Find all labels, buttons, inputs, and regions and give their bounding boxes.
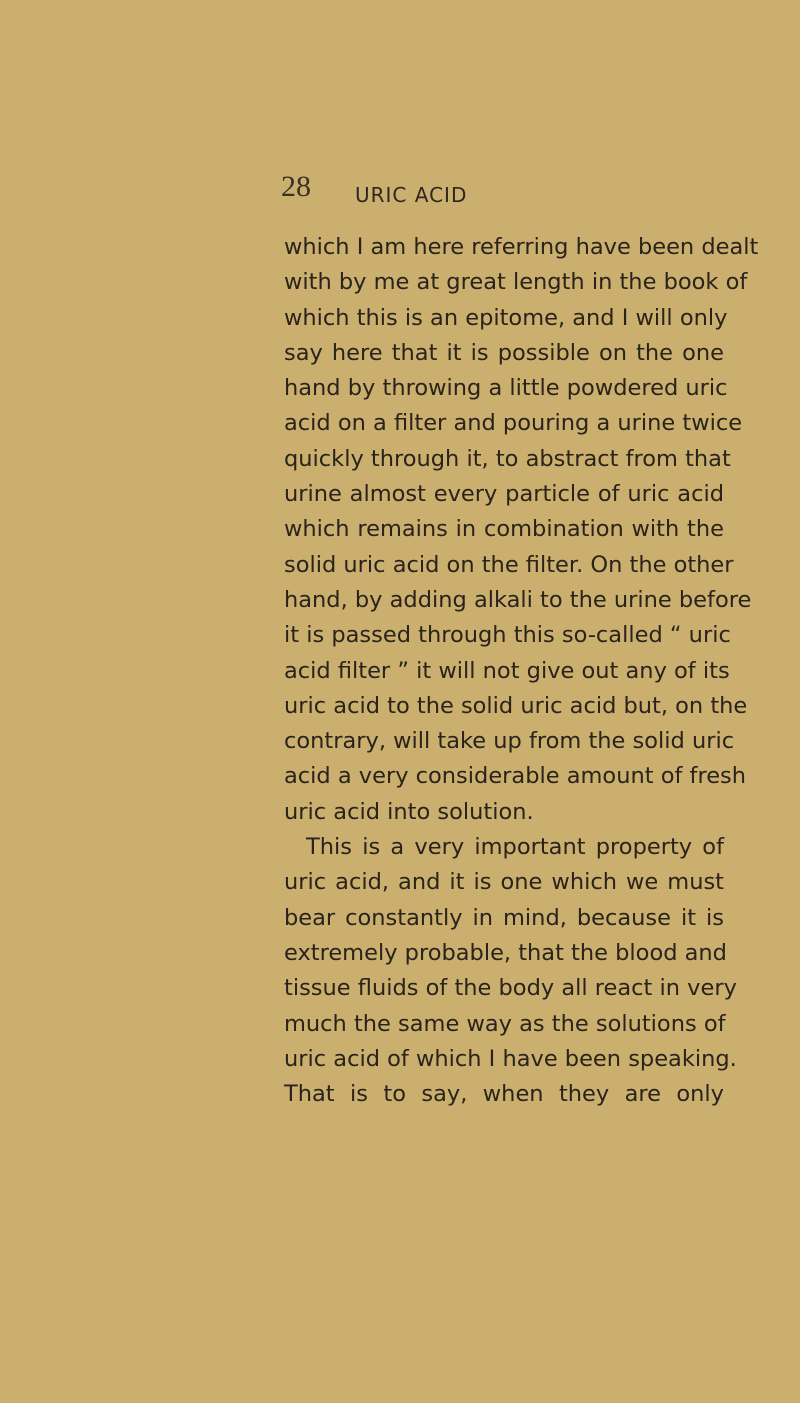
text-line: which I am here referring have been dealt — [284, 234, 759, 260]
body-text — [284, 230, 759, 1112]
text-line: it is passed through this so-called “ uric — [284, 622, 731, 649]
text-line: uric acid, and it is one which we must — [284, 869, 724, 896]
text-line: acid on a filter and pouring a urine twice — [284, 410, 743, 437]
text-line: much the same way as the solutions of — [284, 1010, 726, 1037]
text-line: This is a very important property of — [306, 834, 724, 861]
text-line: contrary, will take up from the solid uric — [284, 728, 735, 755]
text-line: uric acid of which I have been speaking. — [284, 1045, 737, 1072]
text-line: bear constantly in mind, because it is — [284, 904, 724, 931]
text-line: urine almost every particle of uric acid — [284, 481, 724, 508]
text-line: uric acid into solution. — [284, 798, 534, 825]
text-line: quickly through it, to abstract from that — [284, 445, 731, 472]
text-line: say here that it is possible on the one — [284, 339, 724, 366]
text-line: acid filter ” it will not give out any of its — [284, 657, 730, 684]
text-line: That is to say, when they are only — [284, 1081, 724, 1108]
page-number: 28 — [281, 170, 311, 203]
text-line: which this is an epitome, and I will only — [284, 304, 728, 331]
text-line: extremely probable, that the blood and — [284, 939, 727, 966]
running-head: URIC ACID — [355, 183, 468, 207]
text-line: solid uric acid on the filter. On the other — [284, 551, 734, 578]
text-line: uric acid to the solid uric acid but, on the — [284, 692, 748, 719]
text-line: tissue fluids of the body all react in very — [284, 975, 737, 1002]
text-line: with by me at great length in the book of — [284, 269, 748, 296]
text-line: acid a very considerable amount of fresh — [284, 763, 747, 790]
text-line: hand by throwing a little powdered uric — [284, 375, 728, 402]
text-line: hand, by adding alkali to the urine before — [284, 586, 752, 613]
text-line: which remains in combination with the — [284, 516, 724, 543]
